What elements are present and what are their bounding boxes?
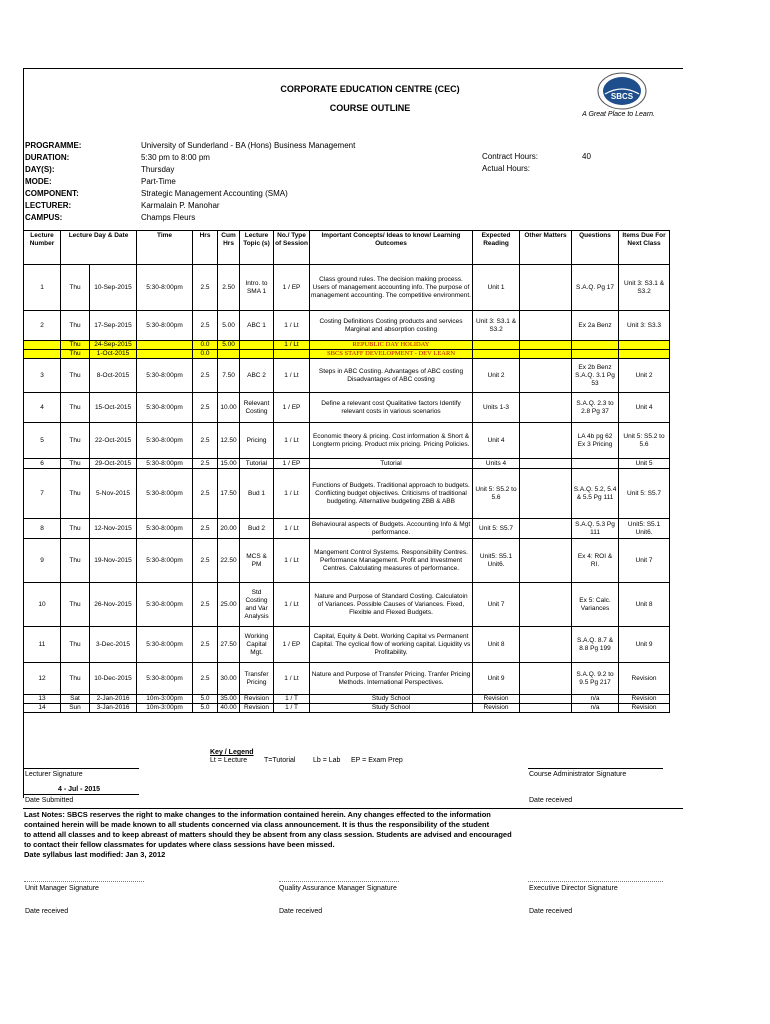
info-label: DAY(S): (25, 165, 55, 174)
cell-items: Unit 4 (619, 393, 670, 423)
cell-time: 5:30-8:00pm (137, 459, 193, 469)
legend-exam-prep: EP = Exam Prep (351, 757, 403, 764)
cell-time: 5:30-8:00pm (137, 265, 193, 311)
cell-items: Revision (619, 695, 670, 704)
cell-hrs: 0.0 (193, 341, 218, 350)
cell-num: 5 (24, 423, 61, 459)
cell-questions: Ex 4: ROI & RI. (572, 539, 619, 583)
cell-reading: Unit 4 (473, 423, 520, 459)
top-rule (23, 68, 683, 69)
cell-topic: Transfer Pricing (240, 663, 274, 695)
cell-type: 1 / Lt (274, 519, 310, 539)
legend-title: Key / Legend (210, 749, 254, 756)
cell-questions: Ex 2a Benz (572, 311, 619, 341)
cell-cum: 5.00 (218, 311, 240, 341)
col-items-due: Items Due For Next Class (619, 231, 670, 265)
date-submitted-label: Date Submitted (25, 797, 74, 804)
cell-reading: Revision (473, 704, 520, 713)
cell-num: 1 (24, 265, 61, 311)
table-row (24, 704, 670, 713)
cell-items: Unit 9 (619, 627, 670, 663)
cell-topic: Intro. to SMA 1 (240, 265, 274, 311)
cell-other (520, 583, 572, 627)
info-value: Strategic Management Accounting (SMA) (141, 189, 288, 198)
cell-cum (218, 350, 240, 359)
table-row (24, 459, 670, 469)
cell-time: 10m-3:00pm (137, 704, 193, 713)
cell-type: 1 / EP (274, 265, 310, 311)
cell-topic: ABC 1 (240, 311, 274, 341)
cell-cum: 35.00 (218, 695, 240, 704)
lecturer-signature: Lecturer Signature (25, 771, 83, 778)
cell-cum: 5.00 (218, 341, 240, 350)
cell-type: 1 / Lt (274, 423, 310, 459)
col-reading: Expected Reading (473, 231, 520, 265)
legend-lecture: Lt = Lecture (210, 757, 248, 764)
info-label: COMPONENT: (25, 189, 79, 198)
info-value: Thursday (141, 165, 175, 174)
info-value: Part-Time (141, 177, 176, 186)
cell-questions (572, 459, 619, 469)
table-row (24, 423, 670, 459)
cell-num (24, 350, 61, 359)
cell-questions: n/a (572, 704, 619, 713)
schedule-table (23, 230, 670, 713)
exec-sig-line (528, 881, 663, 882)
cell-questions: S.A.Q. 2.3 to 2.8 Pg 37 (572, 393, 619, 423)
date-received-exec: Date received (529, 908, 573, 915)
cell-cum: 22.50 (218, 539, 240, 583)
cell-items: Revision (619, 704, 670, 713)
cell-hrs: 2.5 (193, 359, 218, 393)
cell-other (520, 704, 572, 713)
cell-questions: LA 4b pg 62 Ex 3 Pricing (572, 423, 619, 459)
cell-other (520, 311, 572, 341)
col-questions: Questions (572, 231, 619, 265)
cell-concepts: REPUBLIC DAY HOLIDAY (310, 341, 473, 350)
cell-questions: S.A.Q. 8.7 & 8.8 Pg 199 (572, 627, 619, 663)
cell-day: Thu (61, 627, 90, 663)
info-value: University of Sunderland - BA (Hons) Business Management (141, 141, 356, 150)
cell-date: 17-Sep-2015 (90, 311, 137, 341)
centre-title: CORPORATE EDUCATION CENTRE (CEC) (280, 84, 460, 94)
cell-reading: Revision (473, 695, 520, 704)
cell-reading: Unit 5: S5.2 to 5.6 (473, 469, 520, 519)
cell-items (619, 341, 670, 350)
admin-sig-line (528, 768, 663, 769)
tagline: A Great Place to Learn. (582, 111, 655, 118)
cell-concepts: Economic theory & pricing. Cost information & Short & Longterm pricing. Product mix pricing. Pricing Policies. (310, 423, 473, 459)
cell-time: 5:30-8:00pm (137, 539, 193, 583)
cell-date: 19-Nov-2015 (90, 539, 137, 583)
table-row (24, 663, 670, 695)
col-time: Time (137, 231, 193, 265)
cell-questions: S.A.Q. 5.3 Pg 111 (572, 519, 619, 539)
col-cum-hrs: Cum Hrs (218, 231, 240, 265)
cell-cum: 30.00 (218, 663, 240, 695)
cell-date: 10-Dec-2015 (90, 663, 137, 695)
cell-concepts: Steps in ABC Costing. Advantages of ABC costing Disadvantages of ABC costing (310, 359, 473, 393)
cell-other (520, 393, 572, 423)
cell-time (137, 350, 193, 359)
cell-type (274, 350, 310, 359)
date-submitted-value: 4 - Jul - 2015 (58, 786, 101, 793)
table-row (24, 469, 670, 519)
cell-num: 9 (24, 539, 61, 583)
cell-hrs: 2.5 (193, 519, 218, 539)
date-submitted-line (24, 794, 139, 795)
cell-hrs: 2.5 (193, 583, 218, 627)
cell-time: 5:30-8:00pm (137, 311, 193, 341)
cell-num: 8 (24, 519, 61, 539)
cell-other (520, 459, 572, 469)
cell-reading: Unit5: S5.1 Unit6. (473, 539, 520, 583)
cell-day: Thu (61, 459, 90, 469)
cell-other (520, 341, 572, 350)
cell-cum: 17.50 (218, 469, 240, 519)
cell-type: 1 / Lt (274, 341, 310, 350)
cell-cum: 40.00 (218, 704, 240, 713)
legend-lab: Lb = Lab (313, 757, 341, 764)
cell-date: 22-Oct-2015 (90, 423, 137, 459)
cell-hrs: 2.5 (193, 423, 218, 459)
cell-items: Unit 5 (619, 459, 670, 469)
cell-date: 2-Jan-2016 (90, 695, 137, 704)
qa-manager-signature: Quality Assurance Manager Signature (279, 885, 397, 892)
cell-day: Thu (61, 359, 90, 393)
info-label: LECTURER: (25, 201, 72, 210)
cell-type: 1 / Lt (274, 469, 310, 519)
cell-topic: Pricing (240, 423, 274, 459)
cell-concepts: Costing Definitions Costing products and services Marginal and absorption costing (310, 311, 473, 341)
cell-items: Unit 3: S3.3 (619, 311, 670, 341)
cell-concepts: Define a relevant cost Qualitative factors Identify relevant costs in various scenarios (310, 393, 473, 423)
cell-cum: 15.00 (218, 459, 240, 469)
cell-cum: 10.00 (218, 393, 240, 423)
cell-day: Thu (61, 311, 90, 341)
cell-num: 2 (24, 311, 61, 341)
cell-questions (572, 341, 619, 350)
cell-questions: Ex 2b Benz S.A.Q. 3.1 Pg 53 (572, 359, 619, 393)
cell-day: Thu (61, 469, 90, 519)
cell-questions: n/a (572, 695, 619, 704)
cell-date: 26-Nov-2015 (90, 583, 137, 627)
cell-topic: Relevant Costing (240, 393, 274, 423)
cell-date: 12-Nov-2015 (90, 519, 137, 539)
col-concepts: Important Concepts/ Ideas to know/ Learning Outcomes (310, 231, 473, 265)
unit-sig-line (24, 881, 144, 882)
cell-day: Thu (61, 265, 90, 311)
cell-type: 1 / Lt (274, 359, 310, 393)
cell-date: 3-Dec-2015 (90, 627, 137, 663)
note-line: contained herein will be made known to all students concerned via class announcement. It is thus the responsibility of the student (24, 820, 490, 829)
cell-type: 1 / Lt (274, 663, 310, 695)
cell-topic: Std Costing and Var Analysis (240, 583, 274, 627)
cell-items: Unit 5: S5.7 (619, 469, 670, 519)
last-notes (24, 810, 604, 860)
table-row (24, 519, 670, 539)
executive-director-signature: Executive Director Signature (529, 885, 618, 892)
table-header-row (24, 231, 670, 265)
cell-reading (473, 350, 520, 359)
cell-hrs: 5.0 (193, 695, 218, 704)
cell-reading: Unit 7 (473, 583, 520, 627)
info-label: MODE: (25, 177, 52, 186)
cell-questions: Ex 5: Calc. Variances (572, 583, 619, 627)
cell-num: 10 (24, 583, 61, 627)
cell-topic (240, 350, 274, 359)
cell-reading: Units 4 (473, 459, 520, 469)
cell-items: Unit 3: S3.1 & S3.2 (619, 265, 670, 311)
cell-hrs: 2.5 (193, 311, 218, 341)
table-row (24, 695, 670, 704)
date-received-label: Date received (529, 797, 573, 804)
cell-reading: Unit 3: S3.1 & S3.2 (473, 311, 520, 341)
cell-topic: Revision (240, 695, 274, 704)
cell-day: Thu (61, 350, 90, 359)
cell-topic: Bud 1 (240, 469, 274, 519)
cell-topic: Working Capital Mgt. (240, 627, 274, 663)
cell-type: 1 / EP (274, 459, 310, 469)
cell-date: 5-Nov-2015 (90, 469, 137, 519)
cell-date: 29-Oct-2015 (90, 459, 137, 469)
cell-day: Thu (61, 393, 90, 423)
cell-questions (572, 350, 619, 359)
cell-topic: ABC 2 (240, 359, 274, 393)
cell-time: 5:30-8:00pm (137, 423, 193, 459)
cell-reading: Unit 1 (473, 265, 520, 311)
cell-type: 1 / EP (274, 393, 310, 423)
cell-cum: 25.00 (218, 583, 240, 627)
cell-other (520, 265, 572, 311)
cell-items: Unit5: S5.1 Unit6. (619, 519, 670, 539)
table-row (24, 341, 670, 350)
cell-hrs: 0.0 (193, 350, 218, 359)
cell-other (520, 350, 572, 359)
cell-hrs: 2.5 (193, 393, 218, 423)
cell-cum: 12.50 (218, 423, 240, 459)
cell-items: Unit 2 (619, 359, 670, 393)
date-received-unit: Date received (25, 908, 69, 915)
table-row (24, 311, 670, 341)
cell-day: Thu (61, 663, 90, 695)
cell-topic (240, 341, 274, 350)
cell-time: 5:30-8:00pm (137, 663, 193, 695)
info-value: Champs Fleurs (141, 213, 196, 222)
cell-date: 10-Sep-2015 (90, 265, 137, 311)
cell-day: Sun (61, 704, 90, 713)
cell-date: 1-Oct-2015 (90, 350, 137, 359)
cell-date: 3-Jan-2016 (90, 704, 137, 713)
note-line: Date syllabus last modified: Jan 3, 2012 (24, 850, 166, 859)
col-day-date: Lecture Day & Date (61, 231, 137, 265)
cell-concepts: Tutorial (310, 459, 473, 469)
cell-date: 15-Oct-2015 (90, 393, 137, 423)
cell-hrs: 5.0 (193, 704, 218, 713)
cell-num: 6 (24, 459, 61, 469)
unit-manager-signature: Unit Manager Signature (25, 885, 99, 892)
cell-reading: Unit 5: S5.7 (473, 519, 520, 539)
cell-reading: Unit 9 (473, 663, 520, 695)
note-line: to attend all classes and to keep abreast of matters should they be absent from any class session. Students are advised and encouraged (24, 830, 512, 839)
cell-items: Revision (619, 663, 670, 695)
cell-type: 1 / T (274, 704, 310, 713)
cell-concepts: Nature and Purpose of Transfer Pricing. Tranfer Pricing Methods. International Perspectives. (310, 663, 473, 695)
legend-tutorial: T=Tutorial (264, 757, 296, 764)
cell-concepts: Functions of Budgets. Traditional approach to budgets. Conflicting budget objectives. Criticisms of traditional budgeting. Alternative budgeting ZBB & ABB (310, 469, 473, 519)
cell-day: Thu (61, 423, 90, 459)
table-row (24, 539, 670, 583)
table-row (24, 583, 670, 627)
cell-type: 1 / Lt (274, 539, 310, 583)
cell-hrs: 2.5 (193, 265, 218, 311)
cell-cum: 2.50 (218, 265, 240, 311)
note-line: Last Notes: SBCS reserves the right to make changes to the information contained herein. Any changes effected to the information (24, 810, 491, 819)
cell-num: 4 (24, 393, 61, 423)
cell-day: Thu (61, 519, 90, 539)
cell-concepts: Study School (310, 695, 473, 704)
cell-num: 3 (24, 359, 61, 393)
cell-date: 8-Oct-2015 (90, 359, 137, 393)
cell-time: 5:30-8:00pm (137, 469, 193, 519)
notes-rule (23, 808, 683, 809)
cell-time: 10m-3:00pm (137, 695, 193, 704)
sbcs-logo (597, 72, 647, 110)
cell-other (520, 539, 572, 583)
cell-questions: S.A.Q. Pg 17 (572, 265, 619, 311)
cell-concepts: Mangement Control Systems. Responsibility Centres. Performance Management. Profit and Investment Centres. Calculating measures of performance. (310, 539, 473, 583)
col-topic: Lecture Topic (s) (240, 231, 274, 265)
cell-num (24, 341, 61, 350)
col-lecture-number: Lecture Number (24, 231, 61, 265)
svg-text:SBCS: SBCS (610, 92, 634, 101)
cell-num: 14 (24, 704, 61, 713)
cell-cum: 27.50 (218, 627, 240, 663)
table-row (24, 359, 670, 393)
cell-num: 7 (24, 469, 61, 519)
cell-questions: S.A.Q. 5.2, 5.4 & 5.5 Pg 111 (572, 469, 619, 519)
cell-concepts: Nature and Purpose of Standard Costing. Calculatoin of Variances. Possible Causes of Variances. Fixed, Flexible and Flexed Budgets. (310, 583, 473, 627)
cell-num: 11 (24, 627, 61, 663)
cell-type: 1 / EP (274, 627, 310, 663)
cell-hrs: 2.5 (193, 663, 218, 695)
contract-hours-value: 40 (582, 152, 591, 161)
actual-hours-label: Actual Hours: (482, 164, 531, 173)
cell-items (619, 350, 670, 359)
cell-other (520, 663, 572, 695)
cell-reading (473, 341, 520, 350)
date-received-qa: Date received (279, 908, 323, 915)
table-row (24, 393, 670, 423)
cell-items: Unit 7 (619, 539, 670, 583)
cell-other (520, 695, 572, 704)
cell-concepts: SBCS STAFF DEVELOPMENT - DEV LEARN (310, 350, 473, 359)
cell-type: 1 / T (274, 695, 310, 704)
col-session-type: No./ Type of Session (274, 231, 310, 265)
cell-topic: Tutorial (240, 459, 274, 469)
cell-day: Thu (61, 539, 90, 583)
table-row (24, 350, 670, 359)
cell-concepts: Class ground rules. The decision making process. Users of management accounting info. The purpose of management accounting. The competitive environment. (310, 265, 473, 311)
cell-type: 1 / Lt (274, 583, 310, 627)
cell-hrs: 2.5 (193, 469, 218, 519)
info-label: PROGRAMME: (25, 141, 82, 150)
info-value: Karmalain P. Manohar (141, 201, 220, 210)
cell-day: Sat (61, 695, 90, 704)
cell-hrs: 2.5 (193, 627, 218, 663)
cell-concepts: Capital, Equity & Debt. Working Capital vs Permanent Capital. The cyclical flow of working capital. Liquidity vs Profitability. (310, 627, 473, 663)
cell-time: 5:30-8:00pm (137, 519, 193, 539)
cell-cum: 7.50 (218, 359, 240, 393)
cell-type: 1 / Lt (274, 311, 310, 341)
cell-other (520, 469, 572, 519)
cell-date: 24-Sep-2015 (90, 341, 137, 350)
cell-other (520, 359, 572, 393)
cell-topic: MCS & PM (240, 539, 274, 583)
cell-cum: 20.00 (218, 519, 240, 539)
cell-questions: S.A.Q. 9.2 to 9.5 Pg 217 (572, 663, 619, 695)
cell-reading: Units 1-3 (473, 393, 520, 423)
cell-day: Thu (61, 341, 90, 350)
qa-sig-line (279, 881, 399, 882)
cell-other (520, 423, 572, 459)
table-row (24, 265, 670, 311)
cell-concepts: Study School (310, 704, 473, 713)
table-row (24, 627, 670, 663)
cell-hrs: 2.5 (193, 539, 218, 583)
cell-topic: Revision (240, 704, 274, 713)
cell-time: 5:30-8:00pm (137, 359, 193, 393)
info-value: 5:30 pm to 8:00 pm (141, 153, 210, 162)
document-title: COURSE OUTLINE (329, 103, 411, 113)
col-other: Other Matters (520, 231, 572, 265)
cell-time: 5:30-8:00pm (137, 393, 193, 423)
cell-topic: Bud 2 (240, 519, 274, 539)
col-hrs: Hrs (193, 231, 218, 265)
cell-time (137, 341, 193, 350)
cell-other (520, 519, 572, 539)
cell-time: 5:30-8:00pm (137, 627, 193, 663)
cell-other (520, 627, 572, 663)
cell-reading: Unit 2 (473, 359, 520, 393)
cell-num: 13 (24, 695, 61, 704)
cell-hrs: 2.5 (193, 459, 218, 469)
cell-day: Thu (61, 583, 90, 627)
info-label: DURATION: (25, 153, 70, 162)
cell-concepts: Behavioural aspects of Budgets. Accounting Info & Mgt performance. (310, 519, 473, 539)
cell-reading: Unit 8 (473, 627, 520, 663)
cell-time: 5:30-8:00pm (137, 583, 193, 627)
lecturer-sig-line (24, 768, 139, 769)
note-line: to contact their fellow classmates for updates where class sessions have been missed. (24, 840, 335, 849)
info-label: CAMPUS: (25, 213, 63, 222)
cell-num: 12 (24, 663, 61, 695)
cell-items: Unit 5: S5.2 to 5.6 (619, 423, 670, 459)
cell-items: Unit 8 (619, 583, 670, 627)
admin-signature: Course Administrator Signature (529, 771, 627, 778)
contract-hours-label: Contract Hours: (482, 152, 539, 161)
